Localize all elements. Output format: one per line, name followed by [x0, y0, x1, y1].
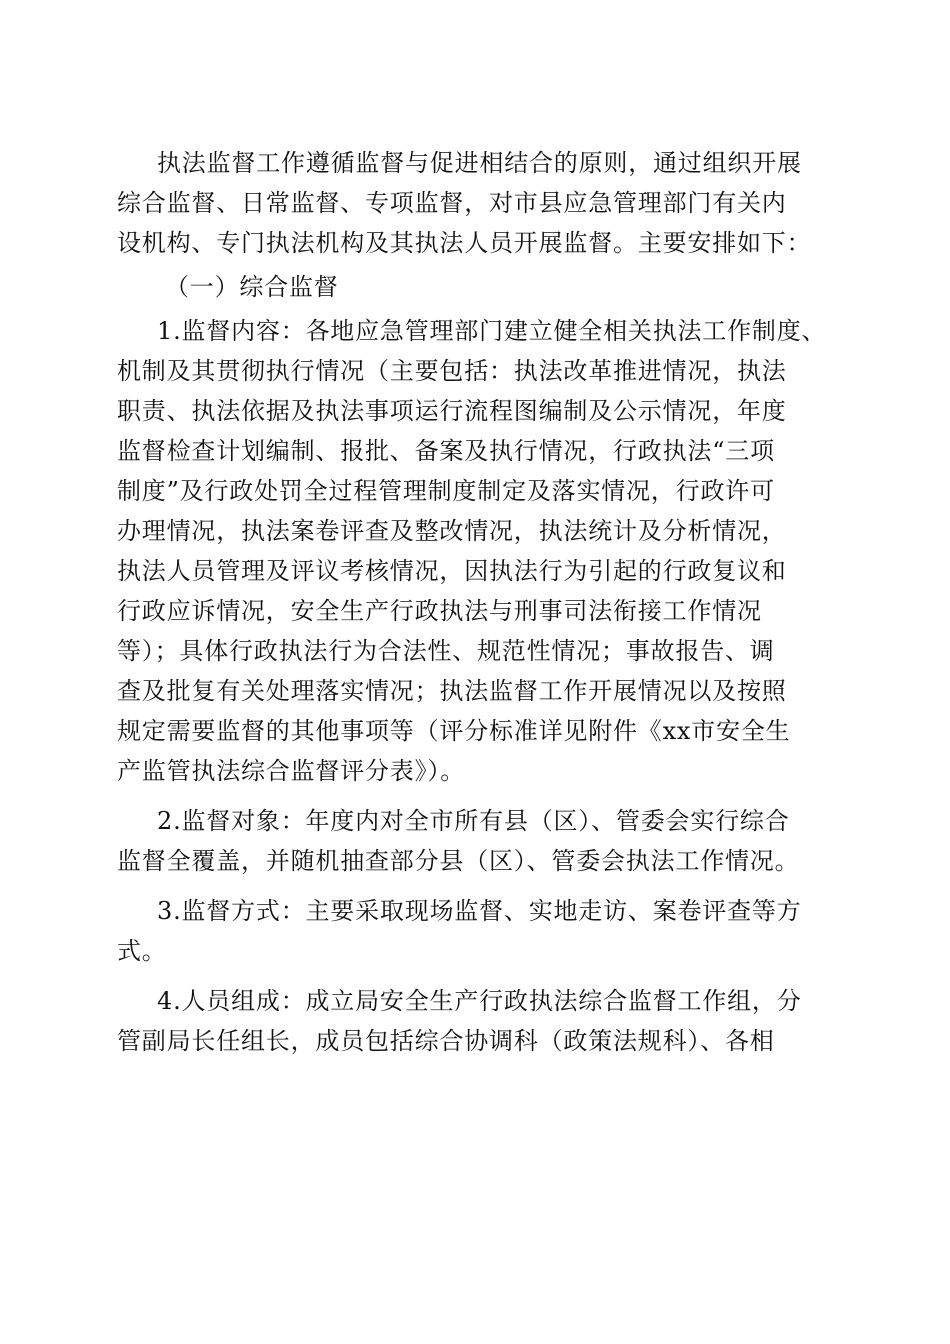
paragraph-line-7: 职责、执法依据及执法事项运行流程图编制及公示情况，年度	[117, 397, 787, 425]
paragraph-line-21: 4.人员组成：成立局安全生产行政执法综合监督工作组，分	[157, 987, 802, 1015]
paragraph-line-15: 规定需要监督的其他事项等（评分标准详见附件《xx市安全生	[117, 717, 791, 745]
section-heading: （一）综合监督	[165, 273, 339, 301]
paragraph-line-3: 设机构、专门执法机构及其执法人员开展监督。主要安排如下：	[117, 229, 812, 257]
paragraph-line-1: 执法监督工作遵循监督与促进相结合的原则，通过组织开展	[157, 149, 802, 177]
paragraph-line-17: 2.监督对象：年度内对全市所有县（区）、管委会实行综合	[157, 807, 790, 835]
paragraph-line-13: 等）；具体行政执法行为合法性、规范性情况；事故报告、调	[117, 637, 775, 665]
paragraph-line-19: 3.监督方式：主要采取现场监督、实地走访、案卷评查等方	[157, 897, 802, 925]
paragraph-line-11: 执法人员管理及评议考核情况，因执法行为引起的行政复议和	[117, 557, 787, 585]
paragraph-line-2: 综合监督、日常监督、专项监督，对市县应急管理部门有关内	[117, 189, 787, 217]
paragraph-line-18: 监督全覆盖，并随机抽查部分县（区）、管委会执法工作情况。	[117, 847, 800, 875]
paragraph-line-12: 行政应诉情况，安全生产行政执法与刑事司法衔接工作情况	[117, 597, 762, 625]
paragraph-line-10: 办理情况，执法案卷评查及整改情况，执法统计及分析情况，	[117, 517, 787, 545]
paragraph-line-16: 产监管执法综合监督评分表》）。	[117, 757, 465, 785]
paragraph-line-22: 管副局长任组长，成员包括综合协调科（政策法规科）、各相	[117, 1027, 775, 1055]
paragraph-line-8: 监督检查计划编制、报批、备案及执行情况，行政执法“三项	[117, 437, 775, 465]
paragraph-line-14: 查及批复有关处理落实情况；执法监督工作开展情况以及按照	[117, 677, 787, 705]
paragraph-line-6: 机制及其贯彻执行情况（主要包括：执法改革推进情况，执法	[117, 357, 787, 385]
paragraph-line-20: 式。	[117, 937, 167, 965]
paragraph-line-9: 制度”及行政处罚全过程管理制度制定及落实情况，行政许可	[117, 477, 775, 505]
paragraph-line-5: 1.监督内容：各地应急管理部门建立健全相关执法工作制度、	[157, 317, 827, 345]
